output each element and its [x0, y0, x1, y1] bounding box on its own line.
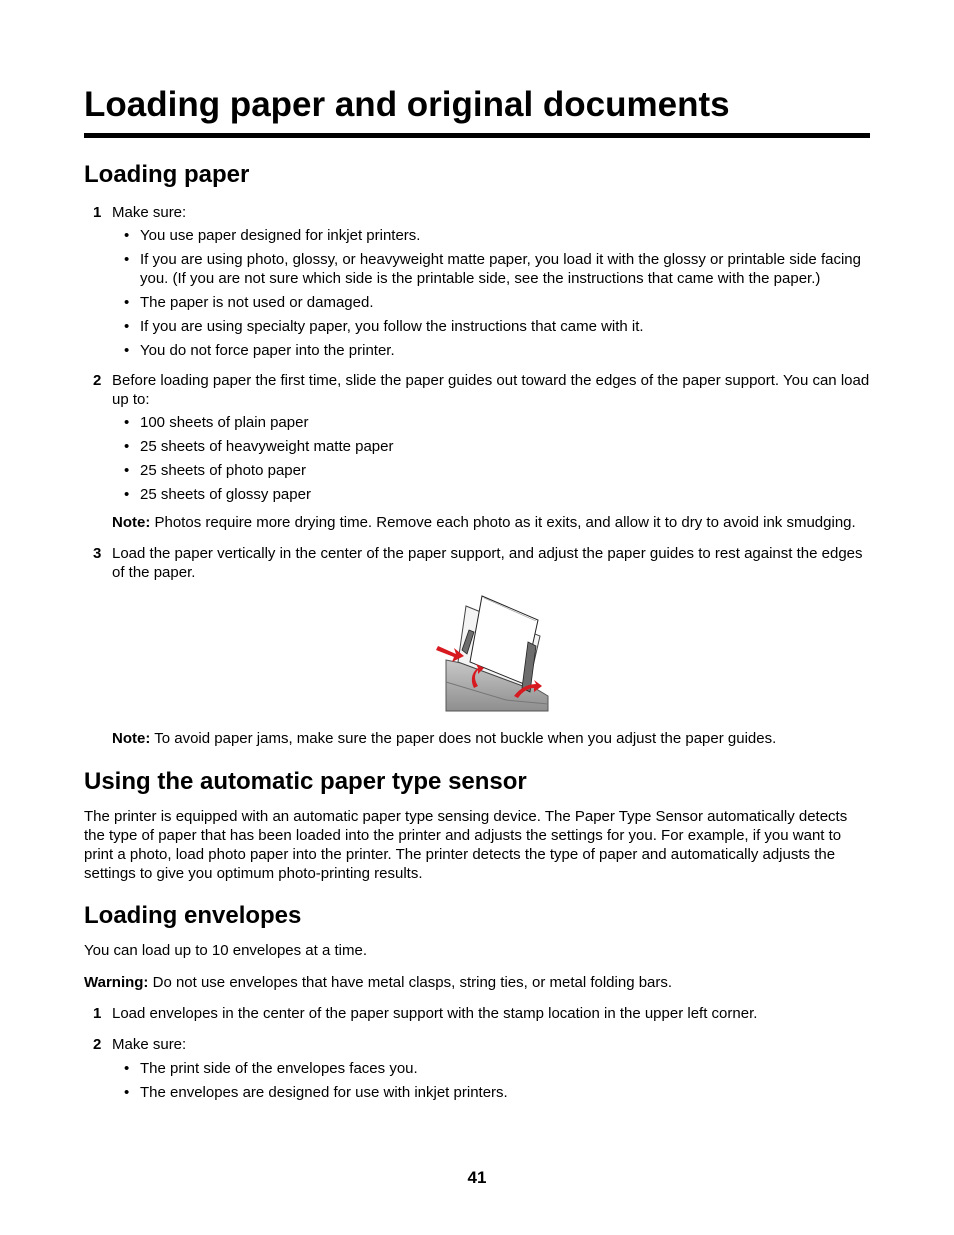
note-paper-jams [112, 729, 870, 748]
warning-text: Do not use envelopes that have metal clasps, string ties, or metal folding bars. [148, 974, 673, 991]
list-item: • The print side of the envelopes faces you. [112, 1059, 870, 1078]
step-text: Before loading paper the first time, slide the paper guides out toward the edges of the paper support. You can load up to: [112, 372, 870, 408]
list-item: • The paper is not used or damaged. [112, 293, 870, 312]
list-item: • You use paper designed for inkjet printers. [112, 226, 870, 245]
list-item: • 25 sheets of heavyweight matte paper [112, 437, 870, 456]
paper-capacity-list [112, 413, 870, 509]
step-number: 1 [93, 1005, 102, 1022]
list-item: • 25 sheets of photo paper [112, 461, 870, 480]
paper-checklist [112, 226, 870, 365]
page-title: Loading paper and original documents [84, 85, 730, 124]
envelopes-warning [84, 973, 870, 992]
note-text: To avoid paper jams, make sure the paper does not buckle when you adjust the paper guides. [150, 730, 777, 747]
note-label: Note: [112, 730, 151, 747]
title-rule [84, 133, 870, 138]
sensor-paragraph: The printer is equipped with an automatic paper type sensing device. The Paper Type Sensor automatically detects the type of paper that has been loaded into the printer and adjusts the settings for you. For example, if you want to print a photo, load photo paper into the printer. The printer detects the type of paper and automatically adjusts the settings to give you optimum photo-printing results. [84, 808, 848, 882]
heading-paper-type-sensor: Using the automatic paper type sensor [84, 768, 527, 795]
page-number: 41 [467, 1168, 487, 1187]
loading-paper-illustration [436, 592, 552, 714]
step-text: Load envelopes in the center of the paper support with the stamp location in the upper left corner. [112, 1005, 758, 1022]
step-text: Make sure: [112, 1036, 187, 1053]
warning-label: Warning: [84, 974, 149, 991]
list-item: • 100 sheets of plain paper [112, 413, 870, 432]
step-number: 1 [93, 204, 102, 221]
step-number: 2 [93, 372, 102, 389]
step-text: Make sure: [112, 204, 187, 221]
note-text: Photos require more drying time. Remove each photo as it exits, and allow it to dry to avoid ink smudging. [150, 514, 856, 531]
envelope-checklist [112, 1059, 870, 1107]
envelopes-intro: You can load up to 10 envelopes at a time. [84, 942, 367, 959]
list-item: • 25 sheets of glossy paper [112, 485, 870, 504]
step-number: 3 [93, 545, 102, 562]
list-item: • The envelopes are designed for use with inkjet printers. [112, 1083, 870, 1102]
list-item: • If you are using specialty paper, you follow the instructions that came with it. [112, 317, 870, 336]
list-item: • You do not force paper into the printer. [112, 341, 870, 360]
step-number: 2 [93, 1036, 102, 1053]
step-text: Load the paper vertically in the center of the paper support, and adjust the paper guides to rest against the edges of the paper. [112, 545, 863, 581]
note-label: Note: [112, 514, 151, 531]
note-drying-time [112, 513, 870, 532]
heading-loading-envelopes: Loading envelopes [84, 902, 302, 929]
heading-loading-paper: Loading paper [84, 161, 250, 188]
list-item: • If you are using photo, glossy, or heavyweight matte paper, you load it with the glossy or printable side facing you. (If you are not sure which side is the printable side, see the instructions that came with the paper.) [112, 250, 870, 288]
